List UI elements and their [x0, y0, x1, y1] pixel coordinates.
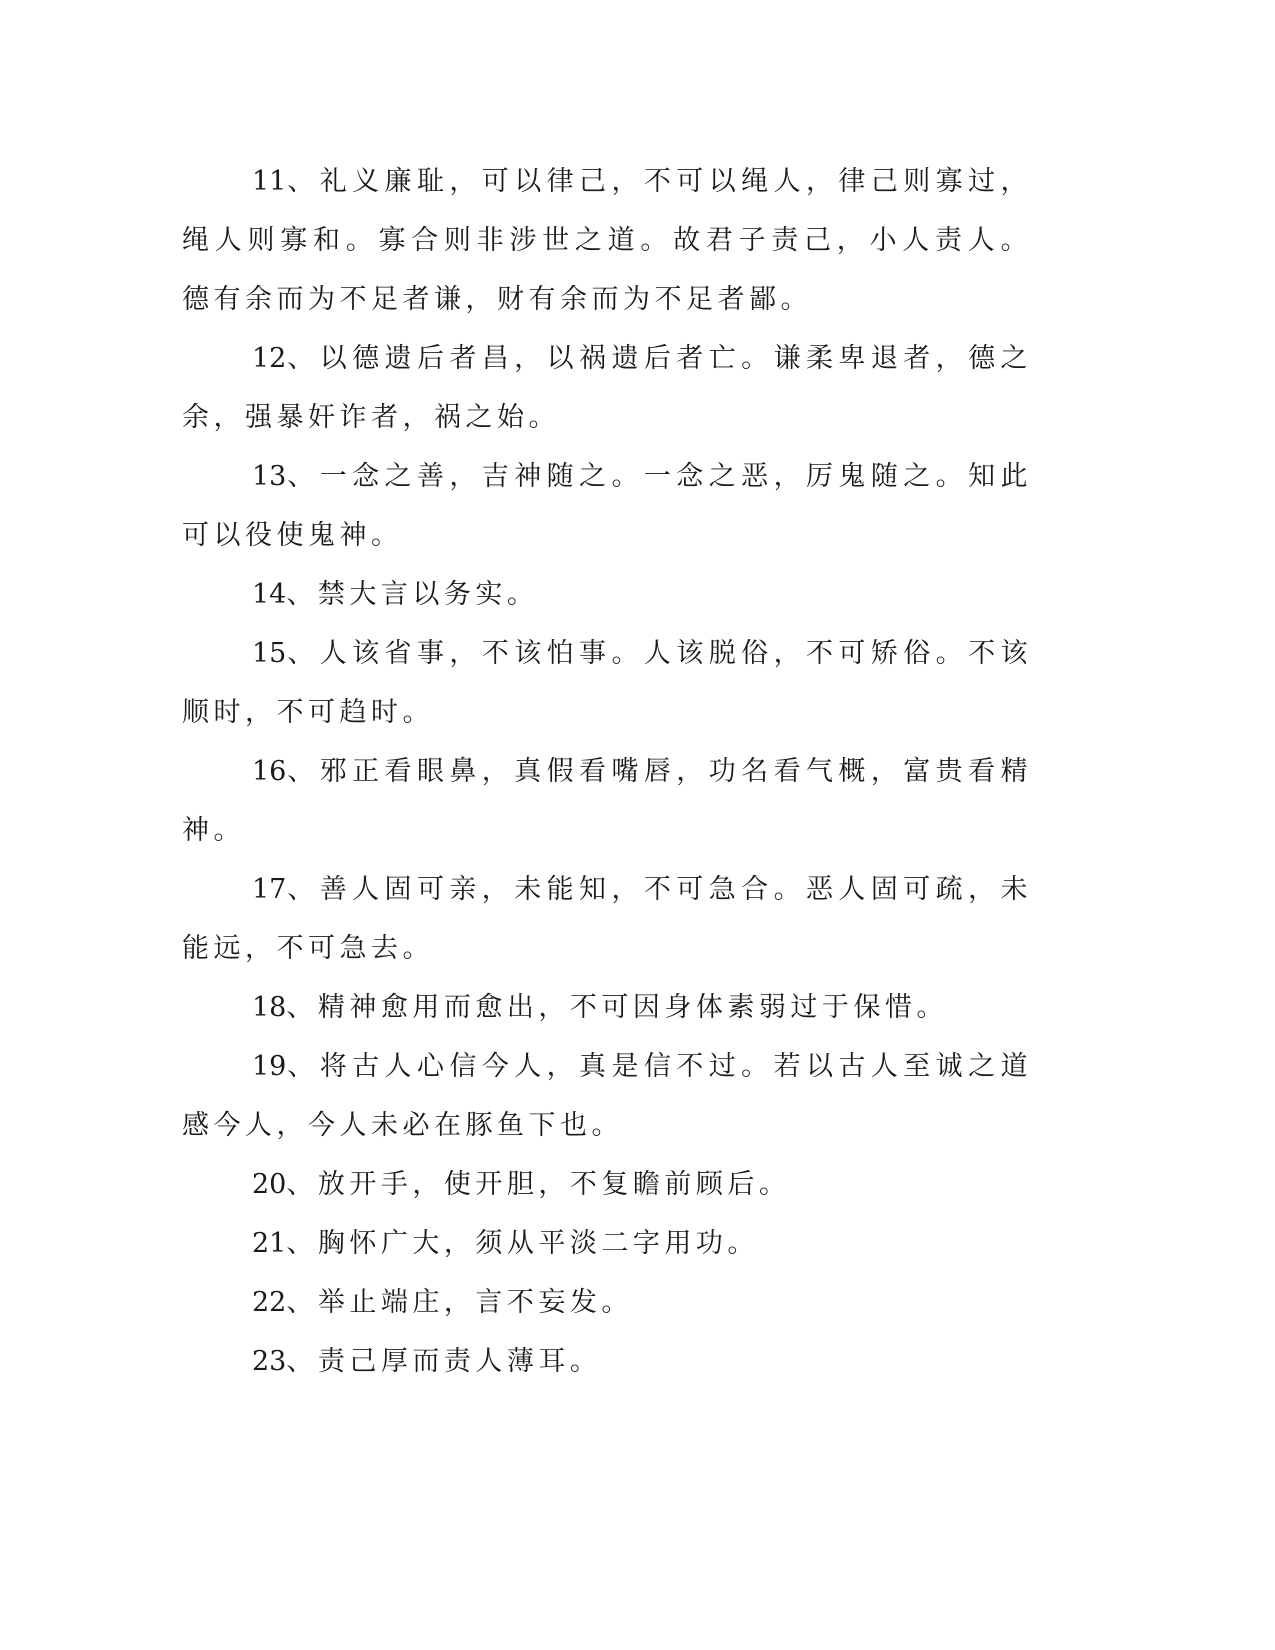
paragraph-number: 18: [252, 992, 287, 1023]
paragraph-18: [182, 978, 1032, 1037]
paragraph-text: 、将古人心信今人，真是信不过。若以古人至诚之道感今人，今人未必在豚鱼下也。: [182, 1051, 1032, 1141]
paragraph-15: [182, 624, 1032, 742]
paragraph-number: 11: [252, 166, 287, 197]
paragraph-number: 14: [252, 579, 287, 610]
document-body: [182, 152, 1032, 1391]
paragraph-12: [182, 329, 1032, 447]
paragraph-number: 12: [252, 343, 287, 374]
paragraph-number: 22: [252, 1287, 287, 1318]
paragraph-22: [182, 1273, 1032, 1332]
paragraph-19: [182, 1037, 1032, 1155]
paragraph-20: [182, 1155, 1032, 1214]
paragraph-number: 21: [252, 1228, 287, 1259]
paragraph-text: 、放开手，使开胆，不复瞻前顾后。: [286, 1169, 791, 1200]
paragraph-text: 、精神愈用而愈出，不可因身体素弱过于保惜。: [286, 992, 948, 1023]
paragraph-number: 19: [252, 1051, 287, 1082]
paragraph-13: [182, 447, 1032, 565]
paragraph-23: [182, 1332, 1032, 1391]
paragraph-14: [182, 565, 1032, 624]
paragraph-text: 、禁大言以务实。: [286, 579, 539, 610]
paragraph-number: 13: [252, 461, 287, 492]
paragraph-number: 20: [252, 1169, 287, 1200]
paragraph-text: 、邪正看眼鼻，真假看嘴唇，功名看气概，富贵看精神。: [182, 756, 1032, 846]
paragraph-text: 、以德遗后者昌，以祸遗后者亡。谦柔卑退者，德之余，强暴奸诈者，祸之始。: [182, 343, 1032, 433]
paragraph-11: [182, 152, 1032, 329]
paragraph-text: 、胸怀广大，须从平淡二字用功。: [286, 1228, 759, 1259]
paragraph-number: 15: [252, 638, 287, 669]
paragraph-number: 17: [252, 874, 287, 905]
paragraph-number: 16: [252, 756, 287, 787]
paragraph-text: 、一念之善，吉神随之。一念之恶，厉鬼随之。知此可以役使鬼神。: [182, 461, 1032, 551]
paragraph-16: [182, 742, 1032, 860]
paragraph-text: 、责己厚而责人薄耳。: [286, 1346, 602, 1377]
paragraph-text: 、举止端庄，言不妄发。: [286, 1287, 633, 1318]
paragraph-17: [182, 860, 1032, 978]
paragraph-number: 23: [252, 1346, 287, 1377]
paragraph-text: 、人该省事，不该怕事。人该脱俗，不可矫俗。不该顺时，不可趋时。: [182, 638, 1032, 728]
paragraph-21: [182, 1214, 1032, 1273]
paragraph-text: 、礼义廉耻，可以律己，不可以绳人，律己则寡过，绳人则寡和。寡合则非涉世之道。故君子责己，小人责人。德有余而为不足者谦，财有余而为不足者鄙。: [182, 166, 1032, 315]
paragraph-text: 、善人固可亲，未能知，不可急合。恶人固可疏，未能远，不可急去。: [182, 874, 1032, 964]
